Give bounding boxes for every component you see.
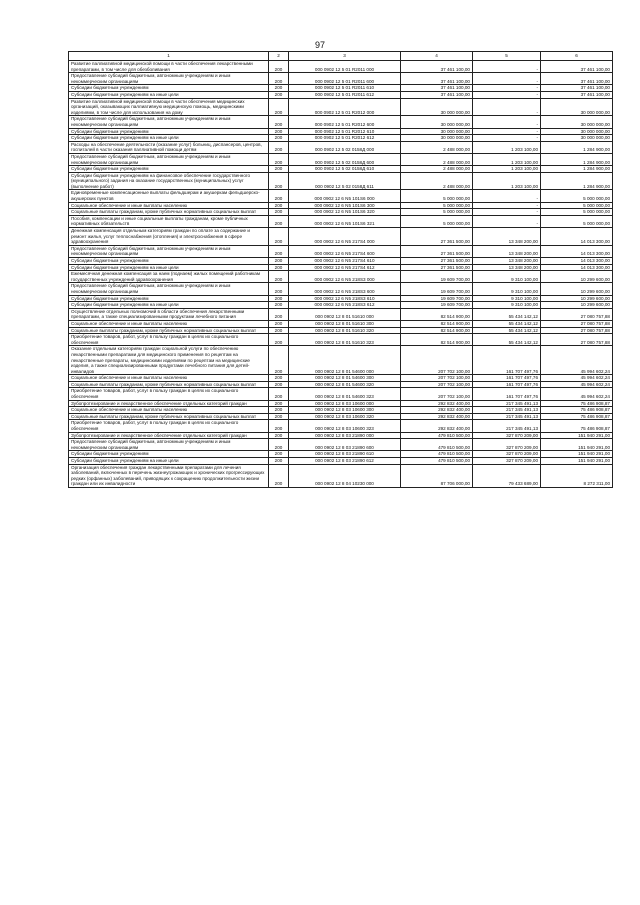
row-remaining-cell: 10 299 600,00 bbox=[541, 302, 613, 309]
row-budget-code-cell: 000 0902 12 8 03 21890 610 bbox=[289, 451, 401, 458]
row-remaining-cell: 45 994 602,24 bbox=[541, 375, 613, 382]
column-header: 5 bbox=[473, 52, 541, 61]
row-budget-code-cell: 000 0902 12 8 01 51610 300 bbox=[289, 320, 401, 327]
row-executed-cell: 161 707 497,76 bbox=[473, 346, 541, 375]
table-row bbox=[69, 407, 613, 414]
row-approved-cell: 5 000 000,00 bbox=[401, 209, 473, 216]
table-row bbox=[69, 85, 613, 92]
row-remaining-cell: 14 013 300,00 bbox=[541, 245, 613, 257]
row-budget-code-cell: 000 0902 12 8 04 10230 000 bbox=[289, 464, 401, 487]
column-header: 3 bbox=[289, 52, 401, 61]
row-remaining-cell: 75 486 908,87 bbox=[541, 413, 613, 420]
row-executed-cell: 161 707 497,76 bbox=[473, 381, 541, 388]
row-executed-cell: 217 345 491,13 bbox=[473, 407, 541, 414]
row-remaining-cell: 27 080 757,88 bbox=[541, 308, 613, 320]
row-line-code-cell: 200 bbox=[269, 153, 289, 165]
row-name-cell: Денежная компенсация отдельным категориям граждан по оплате за содержание и ремонт жилья, услуг теплоснабжения (отопления) и электроснабжения в сфере здравоохранения bbox=[69, 228, 269, 246]
row-remaining-cell: 151 940 291,00 bbox=[541, 439, 613, 451]
row-executed-cell: - bbox=[473, 116, 541, 128]
row-approved-cell: 19 609 700,00 bbox=[401, 302, 473, 309]
table-row bbox=[69, 413, 613, 420]
row-line-code-cell: 200 bbox=[269, 128, 289, 135]
row-executed-cell: 327 870 209,00 bbox=[473, 439, 541, 451]
row-line-code-cell: 200 bbox=[269, 258, 289, 265]
row-executed-cell: 9 310 100,00 bbox=[473, 271, 541, 283]
row-remaining-cell: 37 461 100,00 bbox=[541, 91, 613, 98]
row-approved-cell: 479 810 500,00 bbox=[401, 432, 473, 439]
table-row bbox=[69, 381, 613, 388]
row-line-code-cell: 200 bbox=[269, 228, 289, 246]
row-line-code-cell: 200 bbox=[269, 302, 289, 309]
table-row bbox=[69, 135, 613, 142]
row-budget-code-cell: 000 0902 12 5 02 0158Д 611 bbox=[289, 172, 401, 190]
table-row bbox=[69, 346, 613, 375]
table-row bbox=[69, 432, 613, 439]
row-remaining-cell: 5 000 000,00 bbox=[541, 209, 613, 216]
table-row bbox=[69, 128, 613, 135]
row-approved-cell: 82 514 900,00 bbox=[401, 327, 473, 334]
row-approved-cell: 2 488 000,00 bbox=[401, 166, 473, 173]
row-executed-cell: - bbox=[473, 209, 541, 216]
row-budget-code-cell: 000 0902 12 8 03 21890 600 bbox=[289, 439, 401, 451]
row-line-code-cell: 200 bbox=[269, 346, 289, 375]
row-line-code-cell: 200 bbox=[269, 413, 289, 420]
header-row bbox=[69, 52, 613, 61]
row-line-code-cell: 200 bbox=[269, 245, 289, 257]
row-name-cell: Организация обеспечения граждан лекарственными препаратами для лечения заболеваний, включенных в перечень жизнеугрожающих и хронических прогрессирующих редких (орфанных) заболеваний, приводящих к сокращению продолжительности жизни граждан или их инвалидности bbox=[69, 464, 269, 487]
row-line-code-cell: 200 bbox=[269, 308, 289, 320]
table-row bbox=[69, 308, 613, 320]
table-row bbox=[69, 451, 613, 458]
table-row bbox=[69, 388, 613, 400]
row-remaining-cell: 75 486 908,87 bbox=[541, 407, 613, 414]
row-line-code-cell: 200 bbox=[269, 295, 289, 302]
row-executed-cell: 13 348 200,00 bbox=[473, 228, 541, 246]
table-row bbox=[69, 166, 613, 173]
row-line-code-cell: 200 bbox=[269, 172, 289, 190]
row-name-cell: Субсидии бюджетным учреждениям на иные цели bbox=[69, 91, 269, 98]
row-executed-cell: 161 707 497,76 bbox=[473, 375, 541, 382]
row-approved-cell: 5 000 000,00 bbox=[401, 190, 473, 202]
row-remaining-cell: 45 994 602,24 bbox=[541, 346, 613, 375]
row-remaining-cell: 37 461 100,00 bbox=[541, 61, 613, 73]
row-executed-cell: - bbox=[473, 85, 541, 92]
row-line-code-cell: 200 bbox=[269, 439, 289, 451]
row-approved-cell: 82 514 900,00 bbox=[401, 320, 473, 327]
row-line-code-cell: 200 bbox=[269, 407, 289, 414]
row-remaining-cell: 27 080 757,88 bbox=[541, 327, 613, 334]
row-budget-code-cell: 000 0902 12 6 N5 217S4 000 bbox=[289, 228, 401, 246]
row-executed-cell: 55 434 142,12 bbox=[473, 320, 541, 327]
row-executed-cell: - bbox=[473, 202, 541, 209]
row-line-code-cell: 200 bbox=[269, 202, 289, 209]
table-row bbox=[69, 215, 613, 227]
row-budget-code-cell: 000 0902 12 8 03 10600 320 bbox=[289, 413, 401, 420]
row-name-cell: Развитие паллиативной медицинской помощи в части обеспечения медицинских организаций, оказывающих паллиативную медицинскую помощь, медицинскими изделиями, в том числе для использования на дому bbox=[69, 98, 269, 116]
row-budget-code-cell: 000 0902 12 5 02 0158Д 610 bbox=[289, 166, 401, 173]
row-remaining-cell: 14 013 300,00 bbox=[541, 258, 613, 265]
row-name-cell: Субсидии бюджетным учреждениям bbox=[69, 166, 269, 173]
row-budget-code-cell: 000 0902 12 8 03 21890 000 bbox=[289, 432, 401, 439]
row-executed-cell: 1 203 100,00 bbox=[473, 166, 541, 173]
row-approved-cell: 19 609 700,00 bbox=[401, 271, 473, 283]
row-name-cell: Субсидии бюджетным учреждениям bbox=[69, 128, 269, 135]
row-executed-cell: 13 348 200,00 bbox=[473, 258, 541, 265]
row-approved-cell: 37 461 100,00 bbox=[401, 73, 473, 85]
row-executed-cell: 217 345 491,13 bbox=[473, 413, 541, 420]
row-name-cell: Приобретение товаров, работ, услуг в пользу граждан в целях их социального обеспечения bbox=[69, 388, 269, 400]
row-executed-cell: - bbox=[473, 91, 541, 98]
table-row bbox=[69, 172, 613, 190]
row-line-code-cell: 200 bbox=[269, 327, 289, 334]
row-approved-cell: 2 488 000,00 bbox=[401, 172, 473, 190]
table-row bbox=[69, 228, 613, 246]
row-executed-cell: 217 345 491,13 bbox=[473, 420, 541, 432]
row-remaining-cell: 75 486 908,87 bbox=[541, 420, 613, 432]
row-line-code-cell: 200 bbox=[269, 98, 289, 116]
row-budget-code-cell: 000 0902 12 5 02 0158Д 000 bbox=[289, 141, 401, 153]
row-line-code-cell: 200 bbox=[269, 283, 289, 295]
table-row bbox=[69, 464, 613, 487]
row-remaining-cell: 151 940 291,00 bbox=[541, 432, 613, 439]
row-approved-cell: 27 361 500,00 bbox=[401, 258, 473, 265]
row-name-cell: Предоставление субсидий бюджетным, автономным учреждениям и иным некоммерческим организациям bbox=[69, 153, 269, 165]
row-budget-code-cell: 000 0902 12 6 N5 101S6 000 bbox=[289, 190, 401, 202]
row-approved-cell: 30 000 000,00 bbox=[401, 98, 473, 116]
row-executed-cell: 217 345 491,13 bbox=[473, 400, 541, 407]
row-remaining-cell: 45 994 602,24 bbox=[541, 388, 613, 400]
row-approved-cell: 82 514 900,00 bbox=[401, 308, 473, 320]
row-name-cell: Предоставление субсидий бюджетным, автономным учреждениям и иным некоммерческим организациям bbox=[69, 73, 269, 85]
table-row bbox=[69, 61, 613, 73]
row-executed-cell: 9 310 100,00 bbox=[473, 295, 541, 302]
row-name-cell: Социальные выплаты гражданам, кроме публичных нормативных социальных выплат bbox=[69, 209, 269, 216]
row-executed-cell: - bbox=[473, 61, 541, 73]
row-budget-code-cell: 000 0902 12 5 01 R2012 000 bbox=[289, 98, 401, 116]
row-name-cell: Социальное обеспечение и иные выплаты населению bbox=[69, 375, 269, 382]
page-number: 97 bbox=[314, 40, 325, 50]
table-row bbox=[69, 141, 613, 153]
row-line-code-cell: 200 bbox=[269, 264, 289, 271]
row-budget-code-cell: 000 0902 12 8 01 51610 320 bbox=[289, 327, 401, 334]
row-executed-cell: 161 707 497,76 bbox=[473, 388, 541, 400]
table-row bbox=[69, 91, 613, 98]
row-name-cell: Субсидии бюджетным учреждениям bbox=[69, 85, 269, 92]
row-name-cell: Социальное обеспечение и иные выплаты населению bbox=[69, 407, 269, 414]
row-remaining-cell: 27 080 757,88 bbox=[541, 320, 613, 327]
row-executed-cell: - bbox=[473, 98, 541, 116]
table-row bbox=[69, 73, 613, 85]
row-name-cell: Социальные выплаты гражданам, кроме публичных нормативных социальных выплат bbox=[69, 327, 269, 334]
row-name-cell: Предоставление субсидий бюджетным, автономным учреждениям и иным некоммерческим организациям bbox=[69, 439, 269, 451]
row-budget-code-cell: 000 0902 12 6 N5 218S3 610 bbox=[289, 295, 401, 302]
row-line-code-cell: 200 bbox=[269, 271, 289, 283]
row-executed-cell: - bbox=[473, 73, 541, 85]
row-line-code-cell: 200 bbox=[269, 451, 289, 458]
table-row bbox=[69, 190, 613, 202]
row-remaining-cell: 37 461 100,00 bbox=[541, 73, 613, 85]
row-executed-cell: - bbox=[473, 190, 541, 202]
row-remaining-cell: 14 013 300,00 bbox=[541, 264, 613, 271]
row-executed-cell: - bbox=[473, 215, 541, 227]
row-approved-cell: 207 702 100,00 bbox=[401, 375, 473, 382]
row-approved-cell: 5 000 000,00 bbox=[401, 202, 473, 209]
table-row bbox=[69, 439, 613, 451]
row-executed-cell: 1 203 100,00 bbox=[473, 153, 541, 165]
row-budget-code-cell: 000 0902 12 6 N5 101S6 321 bbox=[289, 215, 401, 227]
row-name-cell: Социальные выплаты гражданам, кроме публичных нормативных социальных выплат bbox=[69, 381, 269, 388]
row-name-cell: Субсидии бюджетным учреждениям на иные цели bbox=[69, 264, 269, 271]
row-budget-code-cell: 000 0902 12 5 01 R2011 600 bbox=[289, 73, 401, 85]
row-remaining-cell: 30 000 000,00 bbox=[541, 98, 613, 116]
row-remaining-cell: 10 299 600,00 bbox=[541, 271, 613, 283]
row-name-cell: Социальные выплаты гражданам, кроме публичных нормативных социальных выплат bbox=[69, 413, 269, 420]
row-name-cell: Субсидии бюджетным учреждениям на финансовое обеспечение государственного (муниципального) задания на оказание государственных (муниципальных) услуг (выполнение работ) bbox=[69, 172, 269, 190]
row-budget-code-cell: 000 0902 12 8 01 54600 300 bbox=[289, 375, 401, 382]
table-row bbox=[69, 375, 613, 382]
row-remaining-cell: 1 284 900,00 bbox=[541, 141, 613, 153]
row-approved-cell: 19 609 700,00 bbox=[401, 283, 473, 295]
row-remaining-cell: 14 013 300,00 bbox=[541, 228, 613, 246]
row-executed-cell: - bbox=[473, 135, 541, 142]
row-executed-cell: - bbox=[473, 128, 541, 135]
row-budget-code-cell: 000 0902 12 6 N5 217S4 610 bbox=[289, 258, 401, 265]
table-row bbox=[69, 295, 613, 302]
row-name-cell: Ежемесячная денежная компенсация за наем (поднаем) жилых помещений работникам государственных учреждений здравоохранения bbox=[69, 271, 269, 283]
row-budget-code-cell: 000 0902 12 8 01 54600 320 bbox=[289, 381, 401, 388]
row-name-cell: Пособия, компенсации и иные социальные выплаты гражданам, кроме публичных нормативных обязательств bbox=[69, 215, 269, 227]
column-header: 1 bbox=[69, 52, 269, 61]
row-executed-cell: 1 203 100,00 bbox=[473, 141, 541, 153]
row-approved-cell: 37 461 100,00 bbox=[401, 61, 473, 73]
row-budget-code-cell: 000 0902 12 6 N5 101S6 320 bbox=[289, 209, 401, 216]
row-approved-cell: 5 000 000,00 bbox=[401, 215, 473, 227]
row-remaining-cell: 1 284 900,00 bbox=[541, 153, 613, 165]
row-executed-cell: 79 433 689,00 bbox=[473, 464, 541, 487]
row-budget-code-cell: 000 0902 12 8 03 10600 000 bbox=[289, 400, 401, 407]
column-header: 6 bbox=[541, 52, 613, 61]
table-row bbox=[69, 245, 613, 257]
row-approved-cell: 27 361 500,00 bbox=[401, 264, 473, 271]
row-remaining-cell: 5 000 000,00 bbox=[541, 190, 613, 202]
row-line-code-cell: 200 bbox=[269, 209, 289, 216]
row-name-cell: Субсидии бюджетным учреждениям bbox=[69, 258, 269, 265]
row-name-cell: Субсидии бюджетным учреждениям bbox=[69, 295, 269, 302]
row-line-code-cell: 200 bbox=[269, 375, 289, 382]
row-line-code-cell: 200 bbox=[269, 464, 289, 487]
row-line-code-cell: 200 bbox=[269, 166, 289, 173]
row-remaining-cell: 151 940 291,00 bbox=[541, 451, 613, 458]
row-remaining-cell: 27 080 757,88 bbox=[541, 334, 613, 346]
column-header: 2 bbox=[269, 52, 289, 61]
table-body bbox=[69, 61, 613, 488]
row-budget-code-cell: 000 0902 12 6 N5 217S4 600 bbox=[289, 245, 401, 257]
table-row bbox=[69, 258, 613, 265]
row-budget-code-cell: 000 0902 12 8 01 54600 000 bbox=[289, 346, 401, 375]
row-name-cell: Зубопротезирование и лекарственное обеспечение отдельных категорий граждан bbox=[69, 432, 269, 439]
row-budget-code-cell: 000 0902 12 8 01 54600 323 bbox=[289, 388, 401, 400]
row-line-code-cell: 200 bbox=[269, 73, 289, 85]
row-line-code-cell: 200 bbox=[269, 116, 289, 128]
row-name-cell: Субсидии бюджетным учреждениям bbox=[69, 451, 269, 458]
row-budget-code-cell: 000 0902 12 5 01 R2012 612 bbox=[289, 135, 401, 142]
row-budget-code-cell: 000 0902 12 6 N5 218S3 000 bbox=[289, 271, 401, 283]
row-remaining-cell: 8 272 311,00 bbox=[541, 464, 613, 487]
row-remaining-cell: 10 299 600,00 bbox=[541, 283, 613, 295]
row-approved-cell: 30 000 000,00 bbox=[401, 135, 473, 142]
row-name-cell: Субсидии бюджетным учреждениям на иные цели bbox=[69, 135, 269, 142]
row-line-code-cell: 200 bbox=[269, 388, 289, 400]
row-executed-cell: 55 434 142,12 bbox=[473, 327, 541, 334]
row-executed-cell: 55 434 142,12 bbox=[473, 308, 541, 320]
row-remaining-cell: 30 000 000,00 bbox=[541, 128, 613, 135]
table-row bbox=[69, 202, 613, 209]
row-line-code-cell: 200 bbox=[269, 458, 289, 465]
row-executed-cell: 327 870 209,00 bbox=[473, 458, 541, 465]
row-budget-code-cell: 000 0902 12 5 01 R2011 000 bbox=[289, 61, 401, 73]
row-budget-code-cell: 000 0902 12 5 01 R2012 600 bbox=[289, 116, 401, 128]
row-name-cell: Расходы на обеспечение деятельности (оказание услуг) больниц, диспансеров, центров, госпиталей в части оказания паллиативной помощи детям bbox=[69, 141, 269, 153]
row-approved-cell: 27 361 500,00 bbox=[401, 245, 473, 257]
row-line-code-cell: 200 bbox=[269, 400, 289, 407]
row-name-cell: Социальное обеспечение и иные выплаты населению bbox=[69, 320, 269, 327]
row-approved-cell: 479 810 500,00 bbox=[401, 458, 473, 465]
table-row bbox=[69, 327, 613, 334]
table-row bbox=[69, 264, 613, 271]
row-remaining-cell: 30 000 000,00 bbox=[541, 135, 613, 142]
row-line-code-cell: 200 bbox=[269, 85, 289, 92]
table-row bbox=[69, 302, 613, 309]
row-approved-cell: 37 461 100,00 bbox=[401, 91, 473, 98]
row-remaining-cell: 75 486 908,87 bbox=[541, 400, 613, 407]
row-budget-code-cell: 000 0902 12 5 01 R2011 612 bbox=[289, 91, 401, 98]
row-budget-code-cell: 000 0902 12 8 01 51610 323 bbox=[289, 334, 401, 346]
row-approved-cell: 37 461 100,00 bbox=[401, 85, 473, 92]
row-approved-cell: 292 832 400,00 bbox=[401, 407, 473, 414]
row-line-code-cell: 200 bbox=[269, 61, 289, 73]
row-approved-cell: 82 514 900,00 bbox=[401, 334, 473, 346]
row-budget-code-cell: 000 0902 12 6 N5 217S4 612 bbox=[289, 264, 401, 271]
row-executed-cell: 13 348 200,00 bbox=[473, 264, 541, 271]
row-executed-cell: 327 870 209,00 bbox=[473, 432, 541, 439]
row-remaining-cell: 10 299 600,00 bbox=[541, 295, 613, 302]
row-approved-cell: 30 000 000,00 bbox=[401, 116, 473, 128]
row-line-code-cell: 200 bbox=[269, 141, 289, 153]
row-line-code-cell: 200 bbox=[269, 320, 289, 327]
row-executed-cell: 1 203 100,00 bbox=[473, 172, 541, 190]
column-header: 4 bbox=[401, 52, 473, 61]
row-approved-cell: 207 702 100,00 bbox=[401, 346, 473, 375]
budget-table bbox=[68, 51, 613, 488]
row-approved-cell: 207 702 100,00 bbox=[401, 388, 473, 400]
row-name-cell: Социальное обеспечение и иные выплаты населению bbox=[69, 202, 269, 209]
row-approved-cell: 19 609 700,00 bbox=[401, 295, 473, 302]
row-budget-code-cell: 000 0902 12 8 03 10600 323 bbox=[289, 420, 401, 432]
row-name-cell: Предоставление субсидий бюджетным, автономным учреждениям и иным некоммерческим организациям bbox=[69, 283, 269, 295]
row-name-cell: Субсидии бюджетным учреждениям на иные цели bbox=[69, 302, 269, 309]
row-name-cell: Развитие паллиативной медицинской помощи в части обеспечения лекарственными препаратами, в том числе для обезболивания bbox=[69, 61, 269, 73]
row-approved-cell: 292 832 400,00 bbox=[401, 413, 473, 420]
row-name-cell: Зубопротезирование и лекарственное обеспечение отдельных категорий граждан bbox=[69, 400, 269, 407]
row-name-cell: Предоставление субсидий бюджетным, автономным учреждениям и иным некоммерческим организациям bbox=[69, 116, 269, 128]
row-approved-cell: 2 488 000,00 bbox=[401, 153, 473, 165]
row-approved-cell: 479 810 500,00 bbox=[401, 451, 473, 458]
row-budget-code-cell: 000 0902 12 6 N5 101S6 300 bbox=[289, 202, 401, 209]
row-approved-cell: 30 000 000,00 bbox=[401, 128, 473, 135]
table-row bbox=[69, 209, 613, 216]
row-remaining-cell: 5 000 000,00 bbox=[541, 215, 613, 227]
row-approved-cell: 479 810 500,00 bbox=[401, 439, 473, 451]
row-budget-code-cell: 000 0902 12 5 02 0158Д 600 bbox=[289, 153, 401, 165]
table-row bbox=[69, 458, 613, 465]
row-remaining-cell: 1 284 900,00 bbox=[541, 166, 613, 173]
row-budget-code-cell: 000 0902 12 8 03 21890 612 bbox=[289, 458, 401, 465]
row-line-code-cell: 200 bbox=[269, 334, 289, 346]
row-executed-cell: 9 310 100,00 bbox=[473, 283, 541, 295]
row-remaining-cell: 5 000 000,00 bbox=[541, 202, 613, 209]
table-row bbox=[69, 334, 613, 346]
table-row bbox=[69, 420, 613, 432]
row-line-code-cell: 200 bbox=[269, 135, 289, 142]
row-executed-cell: 13 348 200,00 bbox=[473, 245, 541, 257]
row-approved-cell: 2 488 000,00 bbox=[401, 141, 473, 153]
table-row bbox=[69, 283, 613, 295]
row-budget-code-cell: 000 0902 12 6 N5 218S3 612 bbox=[289, 302, 401, 309]
row-name-cell: Субсидии бюджетным учреждениям на иные цели bbox=[69, 458, 269, 465]
table-row bbox=[69, 320, 613, 327]
row-line-code-cell: 200 bbox=[269, 381, 289, 388]
row-approved-cell: 292 832 400,00 bbox=[401, 400, 473, 407]
table-row bbox=[69, 116, 613, 128]
row-approved-cell: 292 832 400,00 bbox=[401, 420, 473, 432]
row-executed-cell: 55 434 142,12 bbox=[473, 334, 541, 346]
row-line-code-cell: 200 bbox=[269, 215, 289, 227]
row-line-code-cell: 200 bbox=[269, 420, 289, 432]
row-remaining-cell: 37 461 100,00 bbox=[541, 85, 613, 92]
row-approved-cell: 87 706 000,00 bbox=[401, 464, 473, 487]
row-remaining-cell: 45 994 602,24 bbox=[541, 381, 613, 388]
row-name-cell: Оказание отдельным категориям граждан социальной услуги по обеспечению лекарственными препаратами для медицинского применения по рецептам на лекарственные препараты, медицинскими изделиями по рецептам на медицинские изделия, а также специализированными продуктами лечебного питания для детей-инвалидов bbox=[69, 346, 269, 375]
row-budget-code-cell: 000 0902 12 8 03 10600 300 bbox=[289, 407, 401, 414]
row-name-cell: Осуществление отдельных полномочий в области обеспечения лекарственными препаратами, а также специализированными продуктами лечебного питания bbox=[69, 308, 269, 320]
row-name-cell: Предоставление субсидий бюджетным, автономным учреждениям и иным некоммерческим организациям bbox=[69, 245, 269, 257]
row-budget-code-cell: 000 0902 12 5 01 R2011 610 bbox=[289, 85, 401, 92]
row-budget-code-cell: 000 0902 12 6 N5 218S3 600 bbox=[289, 283, 401, 295]
table-row bbox=[69, 271, 613, 283]
row-approved-cell: 27 361 500,00 bbox=[401, 228, 473, 246]
row-name-cell: Приобретение товаров, работ, услуг в пользу граждан в целях их социального обеспечения bbox=[69, 334, 269, 346]
row-remaining-cell: 1 284 900,00 bbox=[541, 172, 613, 190]
row-name-cell: Приобретение товаров, работ, услуг в пользу граждан в целях их социального обеспечения bbox=[69, 420, 269, 432]
row-line-code-cell: 200 bbox=[269, 432, 289, 439]
row-name-cell: Единовременные компенсационные выплаты фельдшерам и акушеркам фельдшерско-акушерских пунктов bbox=[69, 190, 269, 202]
row-line-code-cell: 200 bbox=[269, 91, 289, 98]
row-budget-code-cell: 000 0902 12 8 01 51610 000 bbox=[289, 308, 401, 320]
row-approved-cell: 207 702 100,00 bbox=[401, 381, 473, 388]
row-budget-code-cell: 000 0902 12 5 01 R2012 610 bbox=[289, 128, 401, 135]
row-line-code-cell: 200 bbox=[269, 190, 289, 202]
table-row bbox=[69, 153, 613, 165]
row-remaining-cell: 30 000 000,00 bbox=[541, 116, 613, 128]
table-row bbox=[69, 98, 613, 116]
row-remaining-cell: 151 940 291,00 bbox=[541, 458, 613, 465]
table-row bbox=[69, 400, 613, 407]
row-executed-cell: 327 870 209,00 bbox=[473, 451, 541, 458]
row-executed-cell: 9 310 100,00 bbox=[473, 302, 541, 309]
